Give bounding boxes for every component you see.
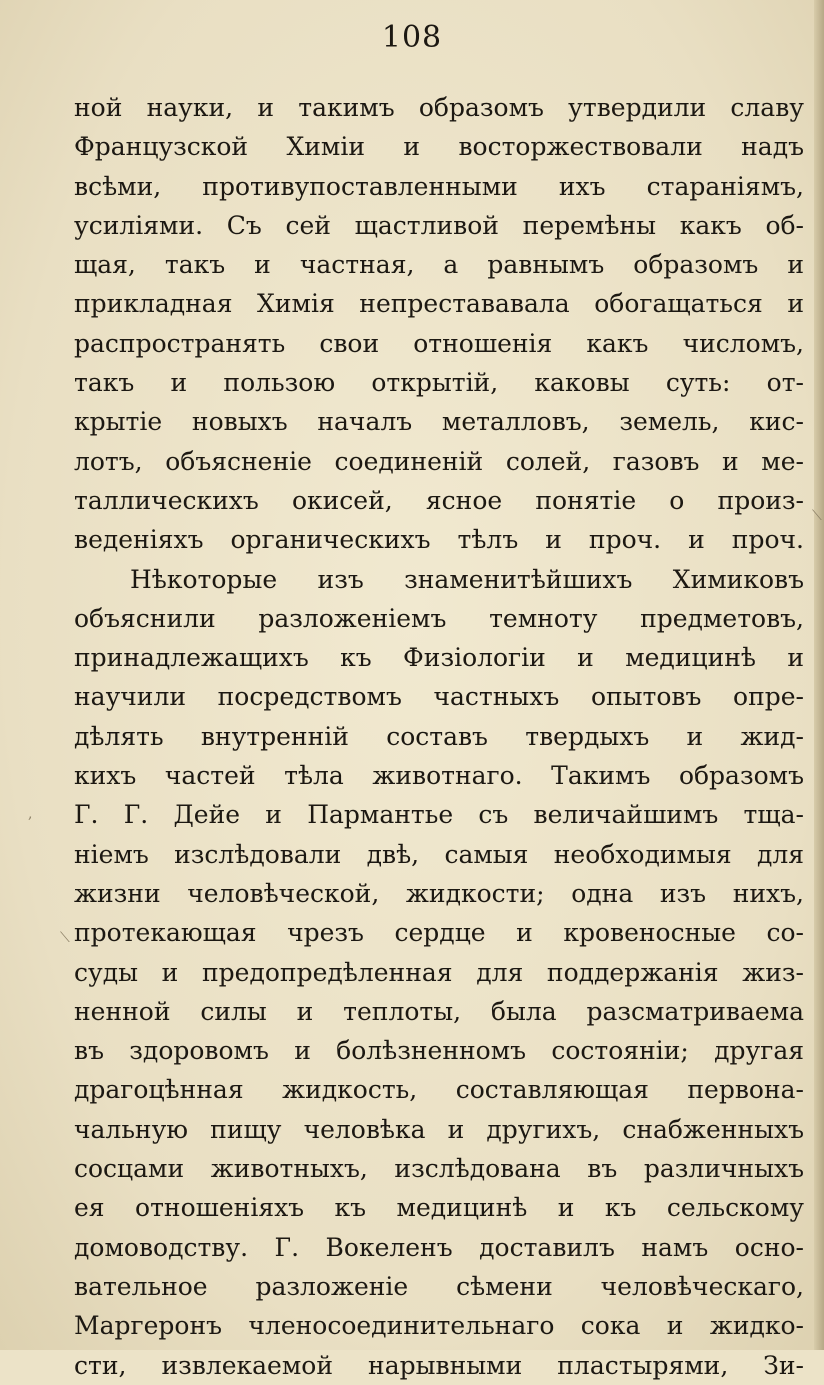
text-line: усиліями. Съ сей щастливой перемѣны какъ об- xyxy=(74,210,804,240)
text-line: веденіяхъ органическихъ тѣлъ и проч. и проч. xyxy=(74,525,804,555)
text-line: таллическихъ окисей, ясное понятіе о произ- xyxy=(74,485,804,515)
text-line: Г. Г. Дейе и Пармантье съ величайшимъ тща- xyxy=(74,800,804,830)
text-line: драгоцѣнная жидкость, составляющая первона- xyxy=(74,1075,804,1105)
text-line: научили посредствомъ частныхъ опытовъ опре- xyxy=(74,682,804,712)
text-line: ея отношеніяхъ къ медицинѣ и къ сельскому xyxy=(74,1193,804,1223)
text-line: объяснили разложеніемъ темноту предметовъ, xyxy=(74,603,804,633)
page-edge xyxy=(814,0,824,1350)
text-line: крытіе новыхъ началъ металловъ, земель, кис- xyxy=(74,407,804,437)
text-line: протекающая чрезъ сердце и кровеносные со- xyxy=(74,918,804,948)
text-line: лотъ, объясненіе соединеній солей, газовъ и ме- xyxy=(74,446,804,476)
text-line: жизни человѣческой, жидкости; одна изъ нихъ, xyxy=(74,878,804,908)
text-line: прикладная Химія непрестававала обогащаться и xyxy=(74,289,804,319)
text-line: Маргеронъ членосоединительнаго сока и жидко- xyxy=(74,1311,804,1341)
text-line: распространять свои отношенія какъ числомъ, xyxy=(74,328,804,358)
ink-speck: ⟍ xyxy=(60,930,70,946)
text-line: домоводству. Г. Вокеленъ доставилъ намъ осно- xyxy=(74,1232,804,1262)
ink-speck: ⟍ xyxy=(812,508,822,524)
text-line: ненной силы и теплоты, была разсматриваема xyxy=(74,996,804,1026)
text-line: щая, такъ и частная, а равнымъ образомъ и xyxy=(74,250,804,280)
text-line: сти, извлекаемой нарывными пластырями, Зи- xyxy=(74,1350,804,1380)
text-line: чальную пищу человѣка и другихъ, снабженныхъ xyxy=(74,1114,804,1144)
text-line: Французской Химіи и восторжествовали надъ xyxy=(74,132,804,162)
text-line: кихъ частей тѣла животнаго. Такимъ образомъ xyxy=(74,761,804,791)
text-line: дѣлять внутренній составъ твердыхъ и жид- xyxy=(74,721,804,751)
text-line: принадлежащихъ къ Физіологіи и медицинѣ и xyxy=(74,643,804,673)
page-number: 108 xyxy=(381,20,443,55)
paragraph-start-line: Нѣкоторые изъ знаменитѣйшихъ Химиковъ xyxy=(130,564,804,594)
text-line: всѣми, противупоставленными ихъ стараніямъ, xyxy=(74,171,804,201)
body-text xyxy=(74,88,804,1385)
text-line: въ здоровомъ и болѣзненномъ состояніи; другая xyxy=(74,1036,804,1066)
text-line: сосцами животныхъ, изслѣдована въ различныхъ xyxy=(74,1154,804,1184)
text-line: суды и предопредѣленная для поддержанія жиз- xyxy=(74,957,804,987)
ink-speck: , xyxy=(28,806,33,822)
text-line: ніемъ изслѣдовали двѣ, самыя необходимыя для xyxy=(74,839,804,869)
text-line: ной науки, и такимъ образомъ утвердили славу xyxy=(74,93,804,122)
text-line: вательное разложеніе сѣмени человѣческаго, xyxy=(74,1271,804,1301)
text-line: такъ и пользою открытій, каковы суть: от- xyxy=(74,368,804,398)
